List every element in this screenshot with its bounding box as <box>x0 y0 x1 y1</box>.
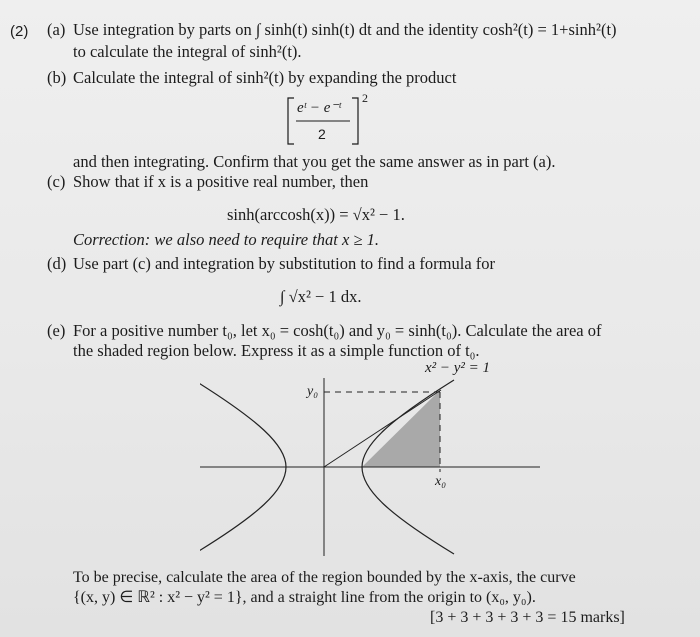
hyperbola-figure <box>200 360 540 560</box>
part-b-line1: Calculate the integral of sinh²(t) by expanding the product <box>73 68 457 87</box>
part-c-formula: sinh(arccosh(x)) = √x² − 1. <box>227 205 405 224</box>
part-b-numerator: eᵗ − e⁻ᵗ <box>297 100 341 116</box>
part-e-line2: the shaded region below. Express it as a simple function of t₀. <box>73 341 480 360</box>
precision-note-line2: {(x, y) ∈ ℝ² : x² − y² = 1}, and a straight line from the origin to (x₀, y₀). <box>73 589 536 606</box>
curve-label: x² − y² = 1 <box>425 360 491 376</box>
part-b-denominator: 2 <box>318 126 326 142</box>
part-e-label: (e) <box>47 321 66 340</box>
part-b-exponent: 2 <box>362 91 368 105</box>
part-a-label: (a) <box>47 20 66 39</box>
part-c-line1: Show that if x is a positive real number, then <box>73 172 369 191</box>
part-b-label: (b) <box>47 68 67 87</box>
question-number: (2) <box>10 23 29 40</box>
part-a-line2: to calculate the integral of sinh²(t). <box>73 42 302 61</box>
part-d-label: (d) <box>47 254 67 273</box>
y0-label: y₀ <box>307 384 319 399</box>
part-c-label: (c) <box>47 172 66 191</box>
part-e-line1: For a positive number t₀, let x₀ = cosh(t₀) and y₀ = sinh(t₀). Calculate the area of <box>73 321 602 340</box>
part-a-line1: Use integration by parts on ∫ sinh(t) sinh(t) dt and the identity cosh²(t) = 1+sinh²(t) <box>73 20 617 39</box>
part-d-formula: ∫ √x² − 1 dx. <box>280 287 362 306</box>
part-b-line2: and then integrating. Confirm that you get the same answer as in part (a). <box>73 152 556 171</box>
part-d-line1: Use part (c) and integration by substitution to find a formula for <box>73 254 496 273</box>
correction-note: Correction: we also need to require that x ≥ 1. <box>73 230 380 249</box>
x0-label: x₀ <box>435 474 447 489</box>
precision-note-line1: To be precise, calculate the area of the region bounded by the x-axis, the curve <box>73 569 576 586</box>
shaded-region <box>362 390 440 467</box>
marks: [3 + 3 + 3 + 3 + 3 = 15 marks] <box>430 609 625 626</box>
